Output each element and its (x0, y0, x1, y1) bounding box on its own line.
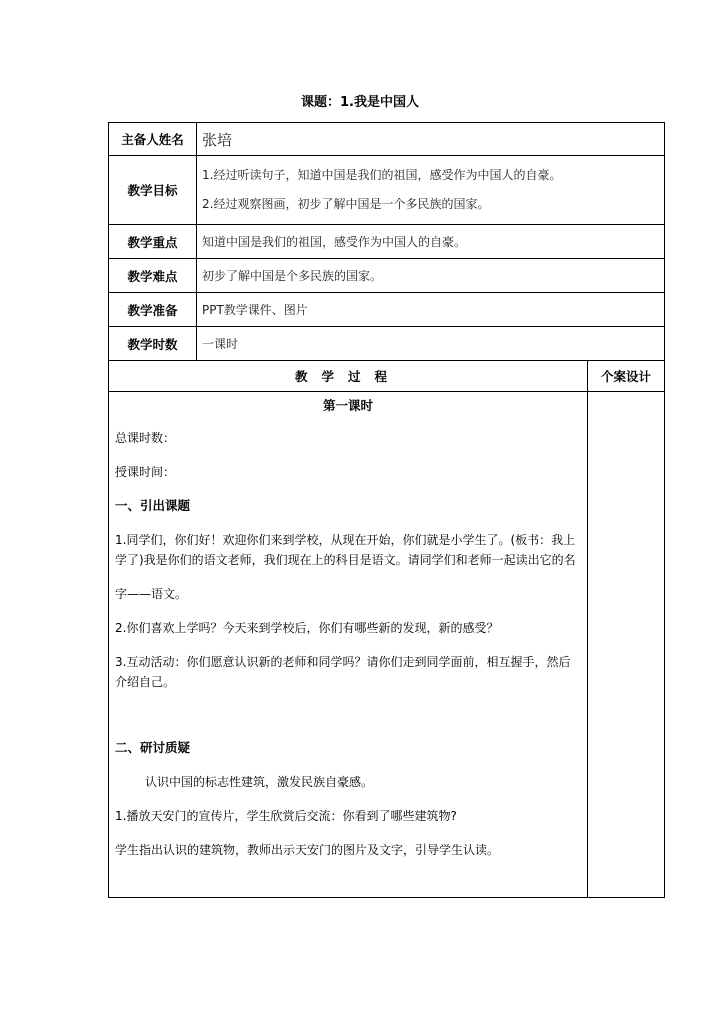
row-goals (109, 156, 665, 225)
paragraph: 1.同学们，你们好！欢迎你们来到学校，从现在开始，你们就是小学生了。(板书：我上学了)我是你们的语文老师，我们现在上的科目是语文。请同学们和老师一起读出它的名 (115, 533, 576, 567)
row-preparation (109, 293, 665, 327)
paragraph: 字——语文。 (115, 587, 188, 601)
row-hours (109, 327, 665, 361)
row-preparer (109, 123, 665, 156)
row-key-points (109, 225, 665, 259)
section-heading: 二、研讨质疑 (115, 740, 191, 755)
goal-item: 1.经过听读句子，知道中国是我们的祖国，感受作为中国人的自豪。 (202, 168, 562, 182)
goals-label: 教学目标 (109, 156, 197, 225)
difficulties-label: 教学难点 (109, 259, 197, 293)
lesson-plan-table (108, 122, 665, 898)
difficulties-value: 初步了解中国是个多民族的国家。 (197, 259, 665, 293)
page-title: 课题：1.我是中国人 (301, 95, 419, 110)
paragraph: 认识中国的标志性建筑，激发民族自豪感。 (145, 775, 374, 789)
key-points-label: 教学重点 (109, 225, 197, 259)
row-process-body (109, 392, 665, 898)
row-process-header (109, 361, 665, 392)
process-header: 教学过程 (109, 361, 588, 392)
total-hours: 总课时数： (115, 431, 176, 445)
teach-time: 授课时间： (115, 465, 176, 479)
hours-label: 教学时数 (109, 327, 197, 361)
paragraph: 2.你们喜欢上学吗？今天来到学校后，你们有哪些新的发现，新的感受？ (115, 621, 499, 635)
key-points-value: 知道中国是我们的祖国，感受作为中国人的自豪。 (197, 225, 665, 259)
row-difficulties (109, 259, 665, 293)
lesson-title: 第一课时 (322, 398, 373, 413)
section-heading: 一、引出课题 (115, 498, 191, 513)
case-design-header: 个案设计 (588, 361, 665, 392)
preparation-label: 教学准备 (109, 293, 197, 327)
goals-value (197, 156, 665, 225)
paragraph: 1.播放天安门的宣传片，学生欣赏后交流：你看到了哪些建筑物? (115, 809, 457, 823)
preparation-value: PPT教学课件、图片 (197, 293, 665, 327)
case-design-cell (588, 392, 665, 898)
paragraph: 3.互动活动：你们愿意认识新的老师和同学吗？请你们走到同学面前，相互握手，然后介绍自己。 (115, 655, 571, 689)
goal-item: 2.经过观察图画，初步了解中国是一个多民族的国家。 (202, 197, 490, 211)
preparer-value: 张培 (197, 123, 665, 156)
hours-value: 一课时 (197, 327, 665, 361)
preparer-label: 主备人姓名 (109, 123, 197, 156)
process-content (109, 392, 588, 898)
paragraph: 学生指出认识的建筑物，教师出示天安门的图片及文字，引导学生认读。 (115, 843, 500, 857)
